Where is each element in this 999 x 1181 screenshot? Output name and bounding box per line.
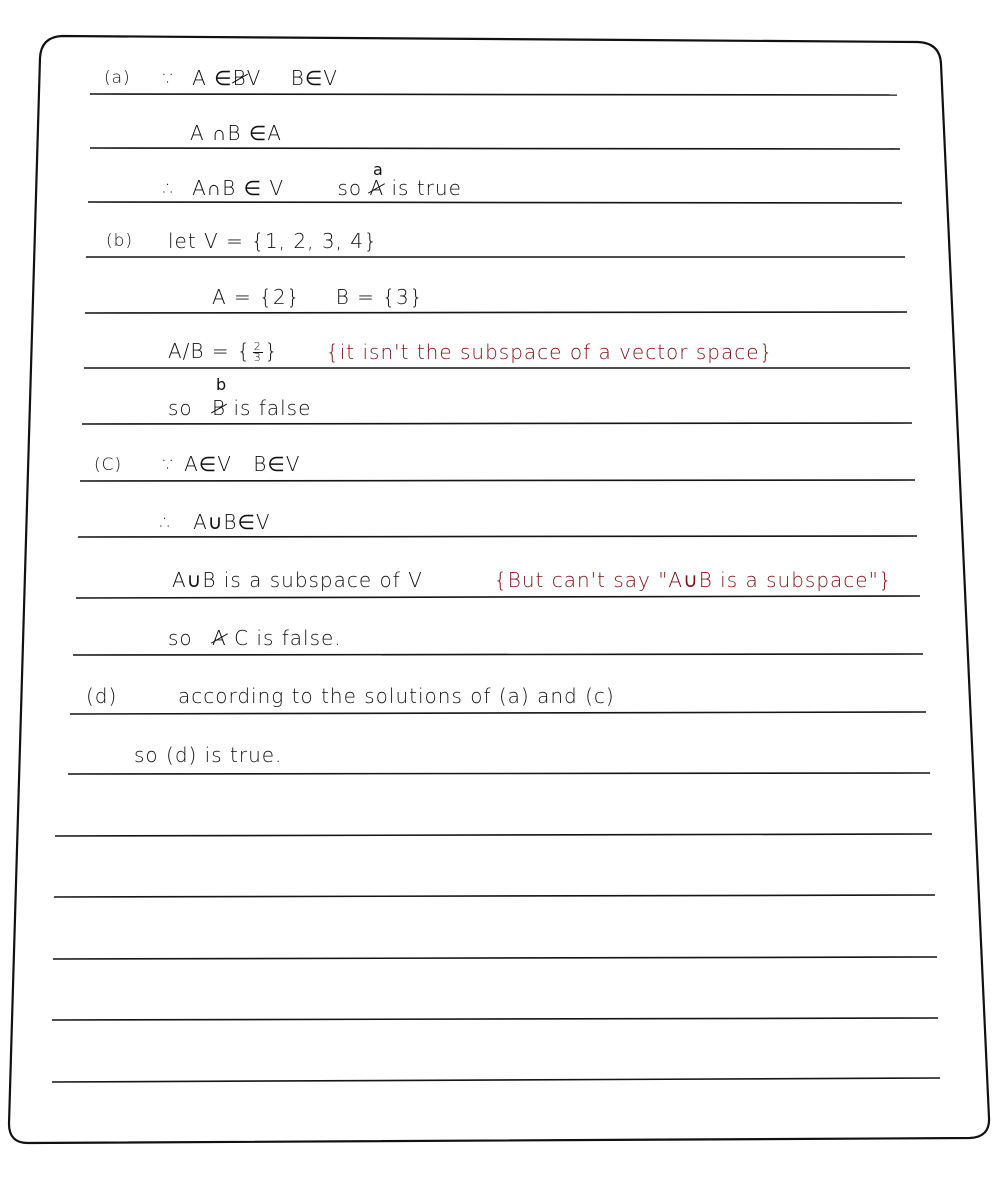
part-b-line4: so B is false	[168, 396, 312, 420]
struck-letter: B	[232, 66, 247, 90]
part-a-line3: ∴ A∩B ∈ V so A is true	[163, 176, 462, 200]
part-b-line1: let V = {1, 2, 3, 4}	[168, 229, 378, 253]
part-d-line1: according to the solutions of (a) and (c)	[178, 684, 615, 708]
ruled-line	[88, 202, 902, 203]
ruled-line	[73, 654, 923, 655]
ruled-line	[82, 423, 912, 424]
correction-a: a	[373, 160, 383, 179]
ruled-line	[80, 480, 915, 481]
struck-option: A	[369, 176, 385, 200]
part-c-line1: ∵ A∈V B∈V	[163, 452, 301, 476]
ruled-line	[54, 895, 935, 897]
ruled-line	[78, 536, 917, 537]
ruled-line	[52, 1078, 940, 1082]
ruled-line	[52, 1018, 938, 1020]
part-d-label: (d)	[86, 684, 118, 708]
part-b-line2: A = {2} B = {3}	[212, 285, 424, 309]
part-c-line4: so A C is false.	[168, 626, 342, 650]
ruled-line	[68, 773, 930, 774]
part-b-line3: A/B = { $\frac{2}{3}$ }	[168, 339, 279, 364]
part-d-line2: so (d) is true.	[134, 743, 283, 767]
part-c-label: (C)	[94, 455, 123, 475]
ruled-line	[90, 94, 897, 95]
part-c-line2: ∴ A∪B∈V	[160, 510, 271, 534]
ruled-line	[55, 834, 932, 836]
correction-b: b	[216, 375, 227, 394]
ruled-line	[70, 712, 926, 714]
part-c-line3: A∪B is a subspace of V	[172, 568, 423, 592]
ruled-line	[53, 957, 937, 959]
ruled-line	[90, 148, 900, 149]
struck-option: A	[212, 626, 227, 650]
part-c-note: {But can't say "A∪B is a subspace"}	[494, 568, 893, 592]
part-b-note: {it isn't the subspace of a vector space}	[326, 340, 774, 364]
ruled-line	[76, 596, 920, 598]
part-a-line1: ∵ A ∈BV B∈V	[163, 66, 338, 90]
part-a-label: (a)	[104, 68, 131, 88]
part-b-label: (b)	[106, 231, 134, 251]
because-symbol: ∵	[163, 66, 177, 90]
struck-option: B	[212, 396, 227, 420]
part-a-line2: A ∩B ∈A	[190, 121, 282, 145]
fraction: $\frac{2}{3}$	[253, 340, 262, 364]
ruled-line	[85, 312, 907, 313]
